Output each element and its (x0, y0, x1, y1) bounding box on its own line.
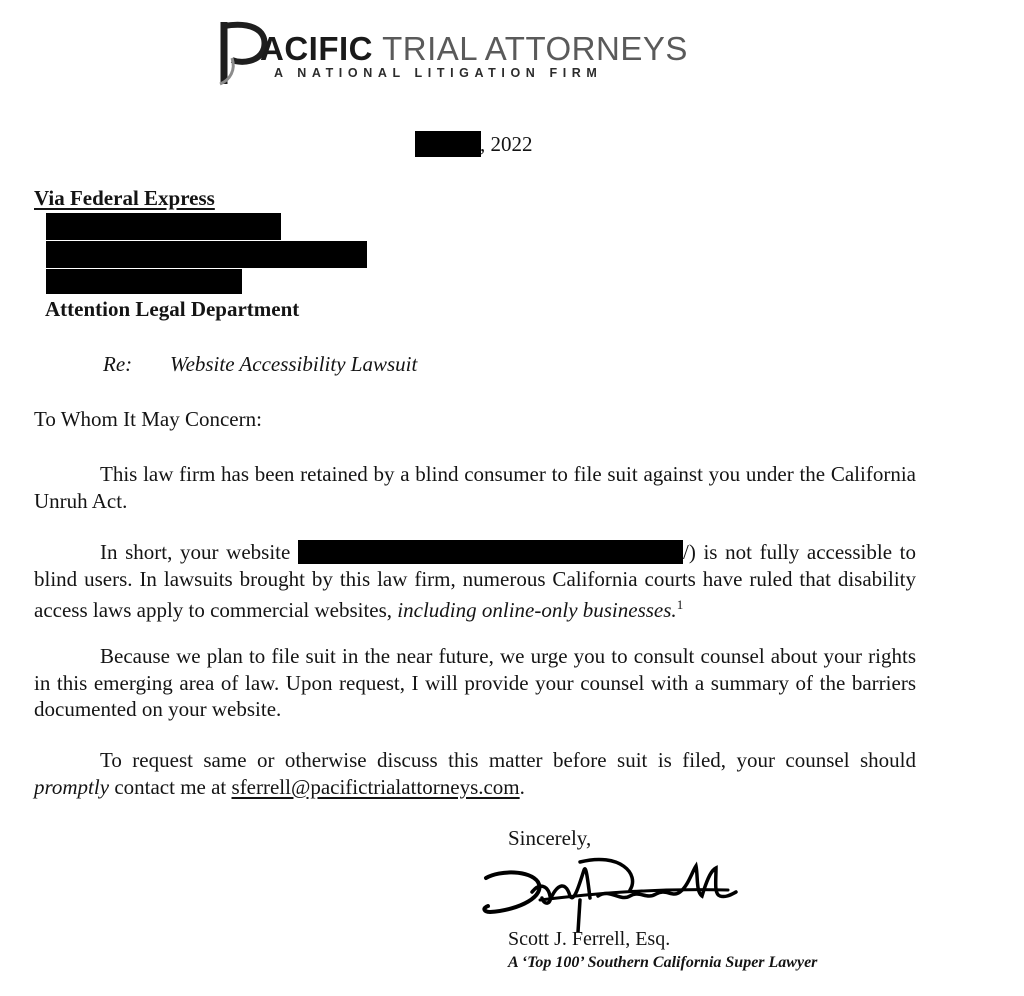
paragraph-4-middle: contact me at (109, 774, 232, 799)
contact-email-link[interactable]: sferrell@pacifictrialattorneys.com (231, 774, 520, 799)
paragraph-4-emphasis: promptly (34, 774, 110, 799)
body-paragraph-4 (34, 747, 916, 800)
firm-name (260, 30, 688, 68)
firm-name-first: ACIFIC (260, 30, 373, 67)
handwritten-signature (480, 852, 740, 932)
signer-name: Scott J. Ferrell, Esq. (508, 928, 671, 950)
body-paragraph-3 (34, 643, 916, 723)
re-subject: Website Accessibility Lawsuit (170, 352, 418, 376)
paragraph-2-emphasis: including online-only businesses. (397, 598, 677, 622)
re-label: Re: (103, 352, 133, 376)
paragraph-3-text: Because we plan to file suit in the near future, we urge you to consult counsel about your rights in this emerging area of law. Upon request, I will provide your counsel with a summary of the barriers documented on your website. (34, 644, 916, 721)
paragraph-1-text: This law firm has been retained by a blind consumer to file suit against you under the California Unruh Act. (34, 462, 916, 513)
delivery-method: Via Federal Express (34, 186, 215, 210)
paragraph-2-mark: /) (682, 540, 696, 564)
letter-date: , 2022 (480, 132, 533, 156)
salutation: To Whom It May Concern: (34, 407, 262, 431)
paragraph-4-start: To request same or otherwise discuss this matter before suit is filed, your counsel should (100, 748, 916, 772)
paragraph-4-end: . (519, 774, 525, 799)
body-paragraph-2 (34, 539, 916, 624)
body-paragraph-1 (34, 461, 916, 514)
attention-line: Attention Legal Department (45, 297, 300, 321)
redacted-recipient-city (46, 269, 242, 294)
firm-tagline: A NATIONAL LITIGATION FIRM (274, 66, 603, 80)
redacted-date (415, 131, 481, 157)
firm-name-rest: TRIAL ATTORNEYS (382, 30, 688, 67)
valediction: Sincerely, (508, 826, 592, 850)
paragraph-2-middle: is not fully accessible to blind users. In lawsuits brought by this law firm, numerous California courts have ruled that disability access laws apply to commercial websites, (34, 540, 916, 622)
redacted-recipient-street (46, 241, 367, 268)
paragraph-2-start: In short, your website (100, 540, 291, 564)
signer-title: A ‘Top 100’ Southern California Super Lawyer (508, 954, 818, 971)
redacted-website-url (298, 540, 683, 564)
firm-letterhead (218, 18, 738, 92)
footnote-marker: 1 (676, 597, 684, 612)
redacted-recipient-name (46, 213, 281, 240)
